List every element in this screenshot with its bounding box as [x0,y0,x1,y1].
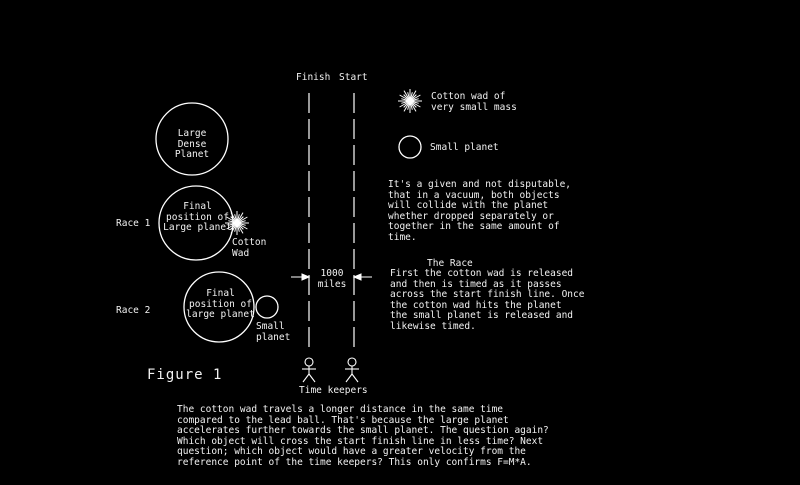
cotton-wad-legend-icon [398,89,422,113]
start-label: Start [339,72,368,83]
race2-label: Race 2 [116,305,151,316]
race-title: The Race [427,258,473,269]
figure-label: Figure 1 [147,367,223,383]
bottom-paragraph: The cotton wad travels a longer distance in the same time compared to the lead ball. That's because the large planet accelerates further towards the small planet. The question again? Which object will cross the start finish line in less time? Next question; which object would have a greater velocity from the reference point of the time keepers? This only confirms F=M*A. [177,404,549,468]
small-planet-label: Small planet [256,321,291,343]
small-planet-legend-label: Small planet [430,142,499,153]
cotton-legend-label: Cotton wad of very small mass [431,91,517,113]
legend-small-planet [399,136,421,158]
time-keeper-figure-left [302,358,316,382]
given-text: It's a given and not disputable, that in a vacuum, both objects will collide with the planet whether dropped separately or together in the same amount of time. [388,179,572,243]
cotton-wad-label: Cotton Wad [232,237,267,259]
final-position-2-label: Final position of large planet [186,288,255,320]
large-dense-planet-label: Large Dense Planet [174,128,210,160]
time-keeper-figure-right [345,358,359,382]
final-position-1-label: Final position of Large planet [163,201,232,233]
race1-label: Race 1 [116,218,151,229]
distance-label: 1000 miles [317,268,347,290]
finish-label: Finish [296,72,331,83]
race-body: First the cotton wad is released and then is timed as it passes across the start finish line. Once the cotton wad hits the planet the small planet is released and likewise timed. [390,268,585,332]
race2-small-planet [256,296,278,318]
time-keepers-label: Time keepers [299,385,368,396]
